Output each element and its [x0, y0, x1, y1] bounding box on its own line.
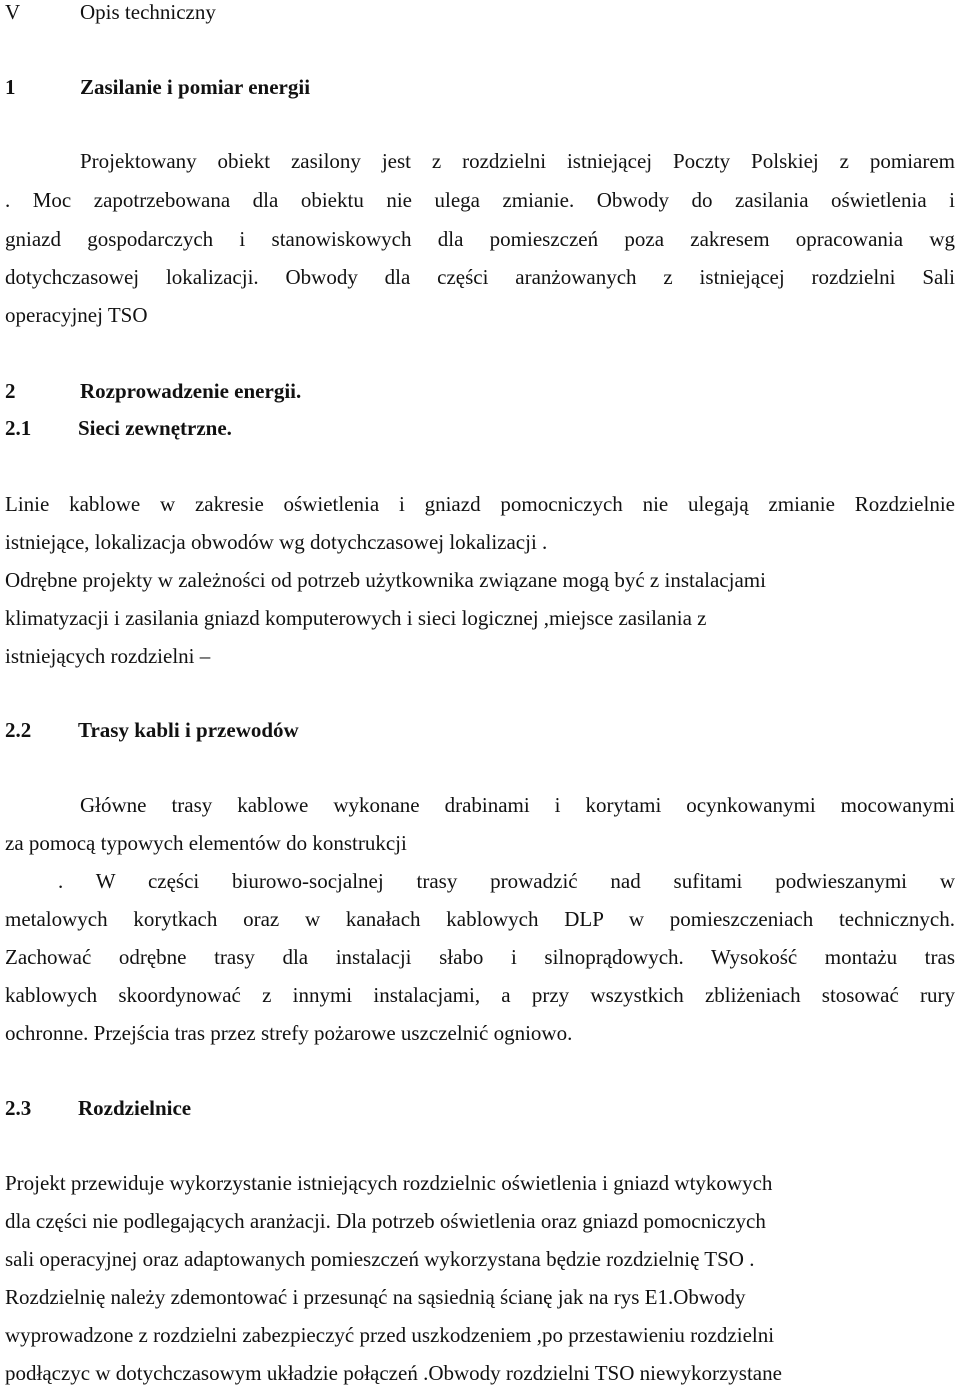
section-number: 2.1	[5, 416, 32, 440]
section-title: Zasilanie i pomiar energii	[80, 75, 311, 99]
paragraph-line: sali operacyjnej oraz adaptowanych pomieszczeń wykorzystana będzie rozdzielnię TSO .	[5, 1247, 755, 1271]
section-number: 1	[5, 75, 16, 99]
section-title: Rozprowadzenie energii.	[80, 379, 302, 403]
paragraph-line: Rozdzielnię należy zdemontować i przesunąć na sąsiednią ścianę jak na rys E1.Obwody	[5, 1285, 746, 1309]
paragraph-line: Odrębne projekty w zależności od potrzeb użytkownika związane mogą być z instalacjami	[5, 568, 766, 592]
paragraph-line: ochronne. Przejścia tras przez strefy pożarowe uszczelnić ogniowo.	[5, 1021, 573, 1045]
paragraph-line: wyprowadzone z rozdzielni zabezpieczyć przed uszkodzeniem ,po przestawieniu rozdzielni	[5, 1323, 775, 1347]
section-number: 2.3	[5, 1096, 32, 1120]
paragraph-line: Projektowany obiekt zasilony jest z rozdzielni istniejącej Poczty Polskiej z pomiarem	[80, 149, 955, 173]
section-title: Trasy kabli i przewodów	[78, 718, 299, 742]
paragraph-line: operacyjnej TSO	[5, 303, 148, 327]
paragraph-line: podłączyc w dotychczasowym układzie połączeń .Obwody rozdzielni TSO niewykorzystane	[5, 1361, 782, 1385]
paragraph-line: klimatyzacji i zasilania gniazd komputerowych i sieci logicznej ,miejsce zasilania z	[5, 606, 707, 630]
paragraph-line: istniejących rozdzielni –	[5, 644, 211, 668]
paragraph-line: dotychczasowej lokalizacji. Obwody dla części aranżowanych z istniejącej rozdzielni Sali	[5, 265, 955, 289]
paragraph-line: Projekt przewiduje wykorzystanie istniejących rozdzielnic oświetlenia i gniazd wtykowych	[5, 1171, 773, 1195]
section-number: 2	[5, 379, 16, 403]
paragraph-line: . W części biurowo-socjalnej trasy prowadzić nad sufitami podwieszanymi w	[58, 869, 955, 893]
section-title: Rozdzielnice	[78, 1096, 192, 1120]
paragraph-line: Zachować odrębne trasy dla instalacji słabo i silnoprądowych. Wysokość montażu tras	[5, 945, 955, 969]
paragraph-line: za pomocą typowych elementów do konstrukcji	[5, 831, 407, 855]
paragraph-line: Linie kablowe w zakresie oświetlenia i gniazd pomocniczych nie ulegają zmianie Rozdzielnie	[5, 492, 955, 516]
paragraph-line: metalowych korytkach oraz w kanałach kablowych DLP w pomieszczeniach technicznych.	[5, 907, 955, 931]
chapter-number: V	[5, 0, 21, 24]
paragraph-line: dla części nie podlegających aranżacji. Dla potrzeb oświetlenia oraz gniazd pomocniczych	[5, 1209, 766, 1233]
paragraph-line: istniejące, lokalizacja obwodów wg dotychczasowej lokalizacji .	[5, 530, 548, 554]
section-title: Sieci zewnętrzne.	[78, 416, 232, 440]
paragraph-line: . Moc zapotrzebowana dla obiektu nie ulega zmianie. Obwody do zasilania oświetlenia i	[5, 188, 955, 212]
paragraph-line: kablowych skoordynować z innymi instalacjami, a przy wszystkich zbliżeniach stosować rury	[5, 983, 955, 1007]
paragraph-line: gniazd gospodarczych i stanowiskowych dla pomieszczeń poza zakresem opracowania wg	[5, 227, 955, 251]
section-number: 2.2	[5, 718, 32, 742]
chapter-title: Opis techniczny	[80, 0, 216, 24]
paragraph-line: Główne trasy kablowe wykonane drabinami i korytami ocynkowanymi mocowanymi	[80, 793, 955, 817]
